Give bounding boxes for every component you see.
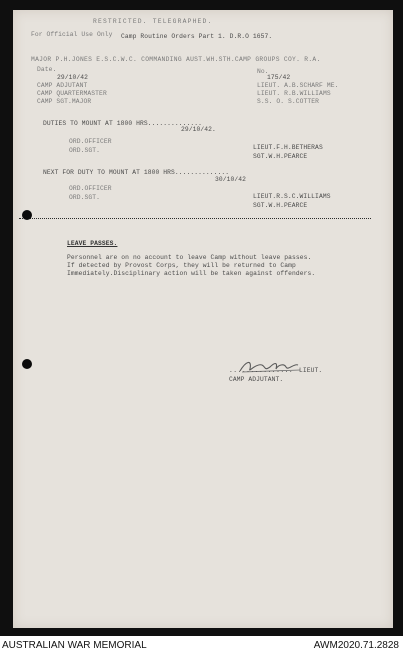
signature-rank: LIEUT. [299, 367, 323, 374]
camp-adjutant-line: CAMP ADJUTANT [37, 82, 88, 89]
punch-hole-top [22, 210, 32, 220]
next-duties-sgt-label: ORD.SGT. [69, 194, 101, 201]
duties-heading: DUTIES TO MOUNT AT 1800 HRS.............. [43, 120, 203, 127]
camp-sgt-major-line: CAMP SGT.MAJOR [37, 98, 92, 105]
duties-sgt-name: SGT.W.H.PEARCE [253, 153, 308, 160]
camp-quartermaster-line: CAMP QUARTERMASTER [37, 90, 107, 97]
leave-passes-heading: LEAVE PASSES. [67, 240, 118, 247]
document-title: Camp Routine Orders Part 1. D.R.O 1657. [121, 33, 273, 40]
right-line-1: LIEUT. A.B.SCHARF ME. [257, 82, 339, 89]
signature-dotted-line: ............... [229, 367, 294, 374]
duties-officer-name: LIEUT.F.H.BETHERAS [253, 144, 323, 151]
duties-date: 29/10/42. [181, 126, 216, 133]
record-id: AWM2020.71.2828 [313, 640, 399, 651]
order-date: 29/10/42 [57, 74, 89, 81]
classification-heading: RESTRICTED. TELEGRAPHED. [93, 18, 213, 25]
official-use-label: For Official Use Only [31, 31, 113, 38]
section-divider [19, 218, 371, 219]
next-duties-date: 30/10/42 [215, 176, 247, 183]
duties-officer-label: ORD.OFFICER [69, 138, 112, 145]
duties-sgt-label: ORD.SGT. [69, 147, 101, 154]
right-line-3: S.S. O. S.COTTER [257, 98, 320, 105]
next-duties-heading: NEXT FOR DUTY TO MOUNT AT 1800 HRS.............. [43, 169, 230, 176]
institution-credit: AUSTRALIAN WAR MEMORIAL [2, 640, 147, 651]
leave-passes-line-2: If detected by Provost Corps, they will be returned to Camp [67, 262, 296, 269]
punch-hole-bottom [22, 359, 32, 369]
date-label: Date. [37, 66, 57, 73]
number-label: No. [257, 68, 269, 75]
next-duties-officer-label: ORD.OFFICER [69, 185, 112, 192]
next-duties-officer-name: LIEUT.R.S.C.WILLIAMS [253, 193, 331, 200]
document-page [13, 10, 393, 628]
right-line-2: LIEUT. R.B.WILLIAMS [257, 90, 331, 97]
leave-passes-line-3: Immediately.Disciplinary action will be taken against offenders. [67, 270, 316, 277]
next-duties-sgt-name: SGT.W.H.PEARCE [253, 202, 308, 209]
commanding-officer-line: MAJOR P.H.JONES E.S.C.W.C. COMMANDING AUST.WH.STH.CAMP GROUPS COY. R.A. [31, 56, 321, 63]
order-number: 175/42 [267, 74, 291, 81]
signatory-title: CAMP ADJUTANT. [229, 376, 284, 383]
leave-passes-line-1: Personnel are on no account to leave Camp without leave passes. [67, 254, 312, 261]
